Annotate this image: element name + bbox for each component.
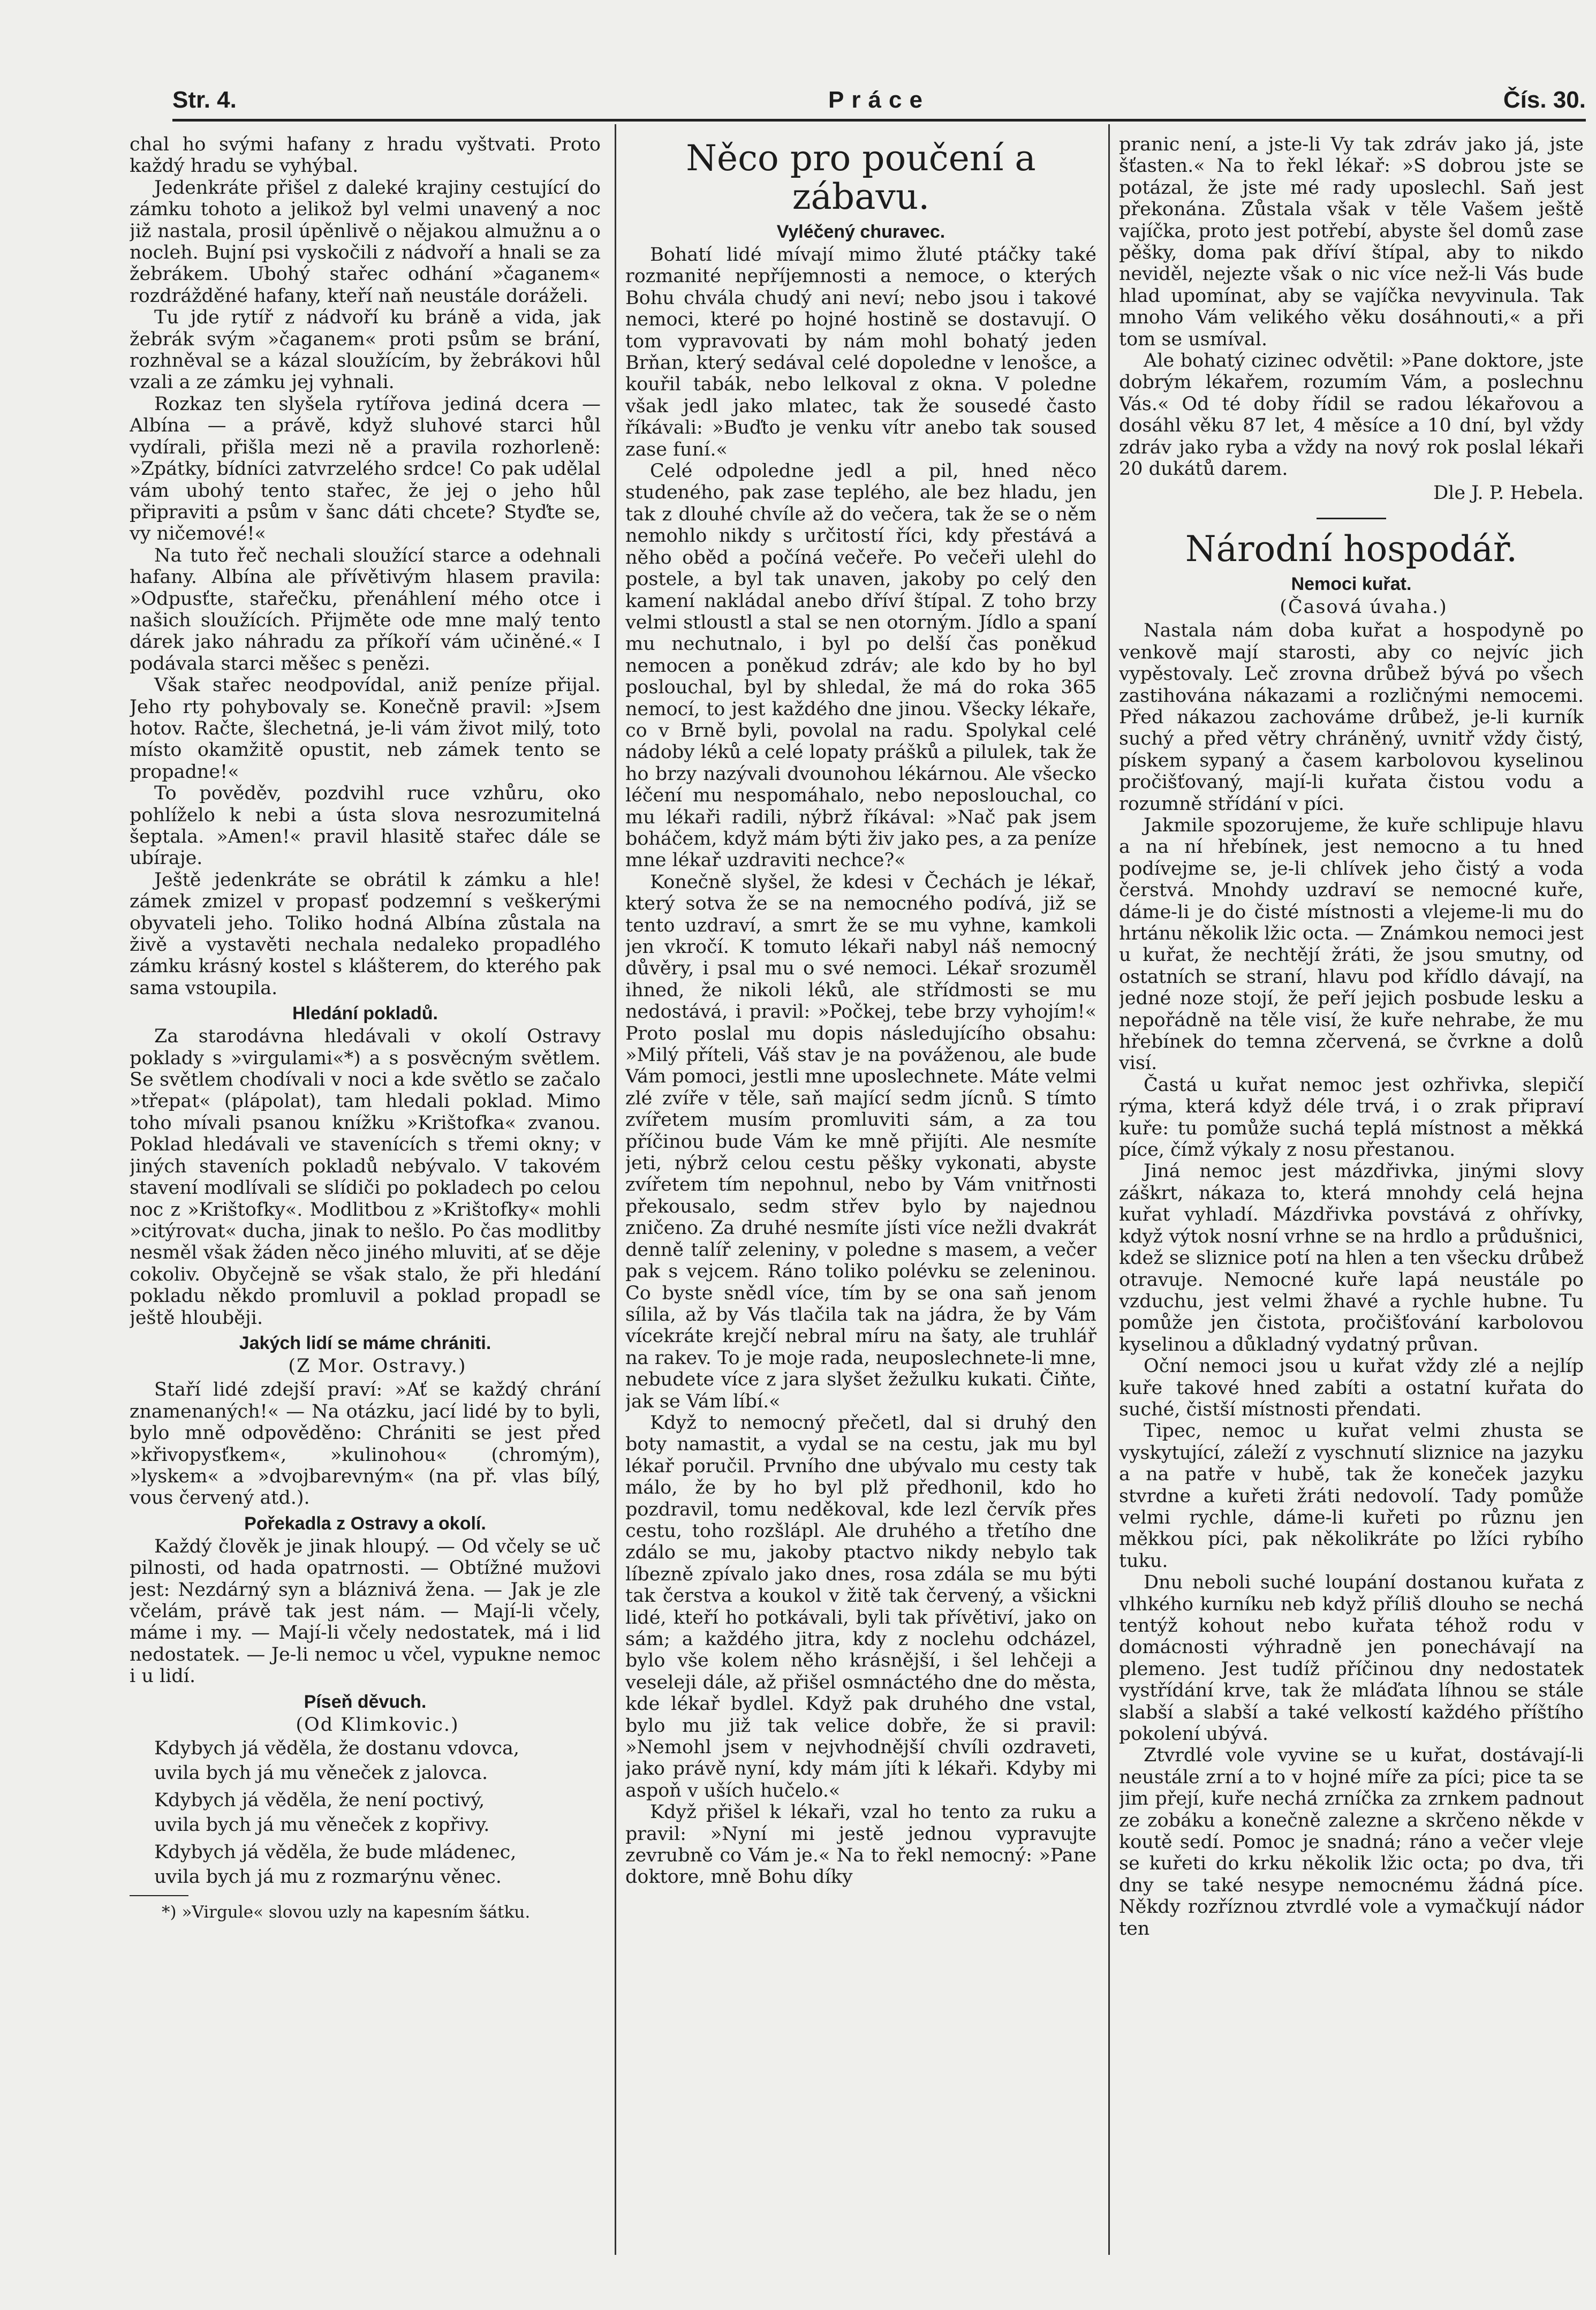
article-source: (Od Klimkovic.) bbox=[296, 1714, 459, 1736]
paragraph: Konečně slyšel, že kdesi v Čechách je lékař, který sotva že se na nemocného podívá, již se tento uzdraví, a smrt že se mu vyhne, kamkoli jen vkročí. K tomuto lékaři nabyl náš nemocný důvěry, i psal mu o své nemoci. Lékař srozuměl ihned, že nikoli léků, ale střídmosti se mu nedostává, i pravil: »Počkej, tebe brzy vyhojím!« Proto poslal mu dopis následujícího obsahu: »Milý příteli, Váš stav je na pováženou, ale bude Vám pomoci, jestli mne uposlechnete. Máte velmi zlé zvíře v těle, saň mající sedm jícnů. S tímto zvířetem musím promluviti sám, a za tou příčinou bude Vám ke mně přijíti. Ale nesmíte jeti, nýbrž celou cestu pěšky vykonati, abyste zvířetem tím nepohnul, nebo by Vám vnitřnosti překousalo, sedm střev bylo by najednou zničeno. Za druhé nesmíte jísti více nežli dvakrát denně talíř zeleniny, v poledne s masem, a večer pak s vejcem. Ráno toliko polévku se zeleninou. Co byste snědl více, tím by se ona saň jenom sílila, až by Vás tlačila tak na jádra, že by Vám vícekráte krejčí nebral míru na šaty, ale truhlář na rakev. To je moje rada, neuposlechnete-li mne, nebudete více z jara slyšet žežulku kukati. Čiňte, jak se Vám líbí.« bbox=[625, 871, 1096, 1412]
paragraph: Však stařec neodpovídal, aniž peníze přijal. Jeho rty pohybovaly se. Konečně pravil: »Jsem hotov. Račte, šlechetná, je-li vám život milý, toto místo okamžitě opustit, neb zámek tento se propadne!« bbox=[130, 675, 601, 783]
paragraph: Celé odpoledne jedl a pil, hned něco studeného, pak zase teplého, ale bez hladu, jen tak z dlouhé chvíle až do večera, tak že se o něm nemohlo nikdy s určitostí říci, kdy přestává a něho oběd a počíná večeře. Po večeři ulehl do postele, a byl tak unaven, jakoby po celý den kamení nakládal anebo dříví štípal. Z toho brzy velmi stloustl a stal se nen otorným. Jídlo a spaní mu nechutnalo, i byl po delší čas poněkud nemocen a poněkud zdráv; ale kdo by ho byl poslouchal, byl by shledal, že má do roka 365 nemocí, to jest každého dne jinou. Všecky lékaře, co v Brně byli, povolal na radu. Spolykal celé nádoby léků a celé lopaty prášků a pilulek, tak že ho brzy nazývali dvounohou lékárnou. Ale všecko léčení mu nespomáhalo, nebo neposlouchal, co mu lékaři radili, nýbrž říkával: »Nač pak jsem boháčem, když mám býti živ jako pes, a za peníze mne lékař uzdraviti nechce?« bbox=[625, 460, 1096, 872]
article-heading: Pořekadla z Ostravy a okolí. bbox=[244, 1513, 486, 1534]
article-heading: Vyléčený churavec. bbox=[776, 222, 946, 242]
paragraph: Jiná nemoc jest mázdřivka, jinými slovy záškrt, nákaza to, která mnohdy celá hejna kuřat vyhladí. Mázdřivka povstává z ohřívky, když výtok nosní vrhne se na hrdlo a průdušnici, kdež se sliznice potí na hlen a ten všecku drůbež otravuje. Nemocné kuře lapá neustále po vzduchu, jest velmi žhavé a rychle hubne. Tu pomůže jen čistota, pročišťování karbolovou kyselinou a důkladný vydatný průvan. bbox=[1119, 1161, 1584, 1355]
section-divider bbox=[1317, 518, 1386, 519]
article-source: (Časová úvaha.) bbox=[1280, 596, 1448, 618]
paragraph: Jedenkráte přišel z daleké krajiny cestující do zámku tohoto a jelikož byl velmi unavený a noc již nastala, prosil úpěnlivě o nějakou almužnu a o nocleh. Bujní psi vyskočili z nádvoří a hnali se za žebrákem. Ubohý stařec odhání »čaganem« rozdrážděné hafany, kteří naň neustále doráželi. bbox=[130, 177, 601, 307]
paragraph: chal ho svými hafany z hradu vyštvati. Proto každý hradu se vyhýbal. bbox=[130, 134, 601, 177]
poem-stanza bbox=[130, 1738, 601, 1784]
column-divider bbox=[1108, 124, 1110, 2255]
poem-line: Kdybych já věděla, že dostanu vdovca, bbox=[154, 1738, 520, 1760]
page-number: Str. 4. bbox=[172, 87, 237, 113]
issue-number: Čís. 30. bbox=[1503, 87, 1586, 113]
header-rule bbox=[172, 119, 1586, 122]
column-divider bbox=[615, 124, 616, 2255]
page-header bbox=[172, 81, 1586, 119]
newspaper-title: Práce bbox=[828, 87, 930, 113]
paragraph: Když to nemocný přečetl, dal si druhý den boty namastit, a vydal se na cestu, jak mu byl lékař poručil. Prvního dne ubývalo mu cesty tak málo, že by ho byl plž předhonil, kdo ho pozdravil, tomu neděkoval, kde lezl červík přes cestu, toho rozšlápl. Ale druhého a třetího dne zdálo se mu, jakoby ptactvo nikdy nebylo tak líbezně zpívalo jako dnes, rosa zdála se mu býti tak čerstva a koukol v žitě tak červený, a všickni lidé, kteří ho potkávali, byli tak přívětiví, jako on sám; a každého jitra, kdy z noclehu odcházel, bylo vše kolem něho krásnější, i šel lehčeji a veseleji dále, až přišel osmnáctého dne do města, kde lékař bydlel. Když pak druhého dne vstal, bylo mu již tak velice dobře, že si pravil: »Nemohl jsem v nejvhodnější chvíli ozdraveti, jako právě nyní, kdy mám jíti k lékaři. Kdyby mi aspoň v uších hučelo.« bbox=[625, 1412, 1096, 1801]
column-2 bbox=[625, 134, 1096, 2270]
paragraph: Každý člověk je jinak hloupý. — Od včely se uč pilnosti, od hada opatrnosti. — Obtížné mužovi jest: Nezdárný syn a bláznivá žena. — Jak je zle včelám, právě tak jest nám. — Mají-li včely, máme i my. — Mají-li včely nedostatek, má i lid nedostatek. — Je-li nemoc u včel, vypukne nemoc i u lidí. bbox=[130, 1535, 601, 1687]
paragraph: Bohatí lidé mívají mimo žluté ptáčky také rozmanité nepříjemnosti a nemoce, o kterých Bohu chvála chudý ani neví; nebo jsou i takové nemoci, které po hojné hostině se dostavují. O tom vypravovati by nám mohl bohatý jeden Brňan, který sedával celé dopoledne v lenošce, a kouřil tabák, nebo lelkoval z okna. V poledne však jedl jako mlatec, tak že sousedé často říkávali: »Buďto je venku vítr anebo tak soused zase funí.« bbox=[625, 244, 1096, 460]
article-attribution: Dle J. P. Hebela. bbox=[1433, 482, 1584, 504]
poem-line: uvila bych já mu věneček z kopřivy. bbox=[154, 1814, 490, 1836]
footnote: *) »Virgule« slovou uzly na kapesním šátku. bbox=[162, 1903, 531, 1922]
paragraph: Ale bohatý cizinec odvětil: »Pane doktore, jste dobrým lékařem, rozumím Vám, a poslechnu Vás.« Od té doby řídil se radou lékařovou a dosáhl věku 87 let, 4 měsíce a 10 dní, byl vždy zdráv jako ryba a vždy na nový rok poslal lékaři 20 dukátů darem. bbox=[1119, 350, 1584, 480]
paragraph: Nastala nám doba kuřat a hospodyně po venkově mají starosti, aby co nejvíc jich vypěstovaly. Leč zrovna drůbež bývá po všech zastihována nákazami a rozličnými nemocemi. Před nákazou zachováme drůbež, je-li kurník suchý a před větry chráněný, uvnitř vždy čistý, pískem sypaný a časem karbolovou kyselinou pročišťovaný, mají-li kuřata čistou vodu a rozumně střídání v píci. bbox=[1119, 620, 1584, 815]
poem-stanza bbox=[130, 1842, 601, 1888]
article-heading: Nemoci kuřat. bbox=[1291, 573, 1412, 594]
section-title: Národní hospodář. bbox=[1185, 528, 1518, 570]
article-source: (Z Mor. Ostravy.) bbox=[288, 1355, 467, 1377]
poem-stanza bbox=[130, 1790, 601, 1836]
paragraph: Dnu neboli suché loupání dostanou kuřata z vlhkého kurníku neb když příliš dlouho se nechá tentýž kohout nebo kuřata téhož rodu v domácnosti výhradně jen ponechávají na plemeno. Jest tudíž příčinou dny nedostatek vystřídání krve, tak že mláďata líhnou se stále slabší a slabší a také velkostí každého příštího pokolení ubývá. bbox=[1119, 1572, 1584, 1745]
poem-line: uvila bych já mu věneček z jalovca. bbox=[154, 1762, 488, 1784]
paragraph: Tipec, nemoc u kuřat velmi zhusta se vyskytující, záleží z vyschnutí sliznice na jazyku a na patře v hubě, tak že koneček jazyku stvrdne a kuřeti žráti nedovolí. Tady pomůže velmi rychle, dáme-li kuřeti po různu jen měkkou píci, pak několikráte po lžíci rybího tuku. bbox=[1119, 1420, 1584, 1572]
article-heading: Hledání pokladů. bbox=[292, 1003, 438, 1024]
paragraph: Častá u kuřat nemoc jest ozhřivka, slepičí rýma, která když déle trvá, i o zrak připraví kuře: tu pomůže suchá teplá místnost a měkká píce, čímž výkaly z nosu přestanou. bbox=[1119, 1074, 1584, 1161]
paragraph: Oční nemoci jsou u kuřat vždy zlé a nejlíp kuře takové hned zabíti a ostatní kuřata do suché, čistší místnosti přendati. bbox=[1119, 1355, 1584, 1420]
article-heading: Jakých lidí se máme chrániti. bbox=[239, 1332, 491, 1353]
poem-line: Kdybych já věděla, že není poctivý, bbox=[154, 1789, 485, 1811]
section-title: Něco pro poučení a zábavu. bbox=[686, 138, 1036, 217]
paragraph: Tu jde rytíř z nádvoří ku bráně a vida, jak žebrák svým »čaganem« proti psům se brání, rozhněval se a kázal sloužícím, by žebrákovi hůl vzali a ze zámku jej vyhnali. bbox=[130, 307, 601, 393]
footnote-rule bbox=[130, 1895, 188, 1896]
paragraph: Za starodávna hledávali v okolí Ostravy poklady s »virgulami«*) a s posvěcným světlem. Se světlem chodívali v noci a kde světlo se začalo »třepat« (plápolat), tam hledali poklad. Mimo toho mívali psanou knížku »Krištofka« zvanou. Poklad hledávali ve stavenících s třemi okny; v jiných staveních pokladů nebývalo. V takovém stavení modlívali se slídiči po pokladech po celou noc z »Krištofky«. Modlitbou z »Krištofky« mohli »citýrovat« ducha, jinak to nešlo. Po čas modlitby nesměl však žáden něco jiného mluviti, ať se děje cokoliv. Obyčejně se však stalo, že při hledání pokladu někdo promluvil a poklad propadl se ještě hlouběji. bbox=[130, 1026, 601, 1329]
poem-line: uvila bych já mu z rozmarýnu věnec. bbox=[154, 1866, 502, 1888]
paragraph: Když přišel k lékaři, vzal ho tento za ruku a pravil: »Nyní mi jestě jednou vypravujte zevrubně co Vám je.« Na to řekl nemocný: »Pane doktore, mně Bohu díky bbox=[625, 1801, 1096, 1888]
paragraph: Ztvrdlé vole vyvine se u kuřat, dostávají-li neustále zrní a to v hojné míře za píci; pice ta se jim přejí, kuře nechá zrníčka za zrnkem padnout ze zobáku a konečně zalezne a skrčeno někde v koutě sedí. Pomoc je snadná; ráno a večer vleje se kuřeti do krku několik lžic octa; po dva, tři dny se také nesype nemocnému žádná píce. Někdy rozříznou ztvrdlé vole a vymačkují nádor ten bbox=[1119, 1745, 1584, 1940]
article-heading: Píseň děvuch. bbox=[304, 1691, 427, 1712]
paragraph: Jakmile spozorujeme, že kuře schlipuje hlavu a na ní hřebínek, jest nemocno a tu hned podívejme se, je-li chlívek jeho čistý a voda čerstvá. Mnohdy uzdraví se nemocné kuře, dáme-li je do čisté místnosti a vlejeme-li mu do hrtánu několik lžic octa. — Známkou nemoci jest u kuřat, že nechtějí žráti, že jsou smutny, od ostatních se straní, hlavu pod křídlo dávají, na jedné noze stojí, že peří jejich posbude lesku a nepořádně na těle visí, že kuře nehrabe, že mu hřebínek do temna zčervená, se čvrkne a dolů visí. bbox=[1119, 814, 1584, 1074]
paragraph: pranic není, a jste-li Vy tak zdráv jako já, jste šťasten.« Na to řekl lékař: »S dobrou jste se potázal, že jste mé rady uposlechl. Saň jest překonána. Zůstala však v těle Vašem ještě vajíčka, proto jest potřebí, abyste šel domů zase pěšky, doma pak dříví štípal, aby to nikdo neviděl, nejezte však o nic více než-li Vás bude hlad upomínat, aby se vajíčka nevyvinula. Tak mnoho Vám velikého věku dosáhnouti,« a při tom se usmíval. bbox=[1119, 134, 1584, 350]
column-3 bbox=[1119, 134, 1584, 2270]
paragraph: Rozkaz ten slyšela rytířova jediná dcera — Albína — a právě, když sluhové starci hůl vydírali, přišla mezi ně a pravila rozhorleně: »Zpátky, bídníci zatvrzelého srdce! Co pak udělal vám ubohý tento stařec, že jej o jeho hůl připraviti a psům v šanc dáti chcete? Styďte se, vy ničemové!« bbox=[130, 393, 601, 545]
paragraph: To pověděv, pozdvihl ruce vzhůru, oko pohlíželo k nebi a ústa slova nesrozumitelná šeptala. »Amen!« pravil hlasitě stařec dále se ubíraje. bbox=[130, 783, 601, 869]
paragraph: Ještě jedenkráte se obrátil k zámku a hle! zámek zmizel v propasť podzemní s veškerými obyvateli jeho. Toliko hodná Albína zůstala na živě a vystavěti nechala nedaleko propadlého zámku krásný kostel s klášterem, do kterého pak sama vstoupila. bbox=[130, 869, 601, 999]
paragraph: Staří lidé zdejší praví: »Ať se každý chrání znamenaných!« — Na otázku, jací lidé by to byli, bylo mně odpověděno: Chrániti se jest před »křivopysťkem«, »kulinohou« (chromým), »lyskem« a »dvojbarevným« (na př. vlas bílý, vous červený atd.). bbox=[130, 1379, 601, 1509]
paragraph: Na tuto řeč nechali sloužící starce a odehnali hafany. Albína ale přívětivým hlasem pravila: »Odpusťte, stařečku, přenáhlení mého otce i našich sloužících. Přijměte ode mne malý tento dárek jako náhradu za příkoří vám učiněné.« I podávala starci měšec s penězi. bbox=[130, 544, 601, 675]
poem-line: Kdybych já věděla, že bude mládenec, bbox=[154, 1841, 517, 1863]
column-1 bbox=[130, 134, 601, 2270]
